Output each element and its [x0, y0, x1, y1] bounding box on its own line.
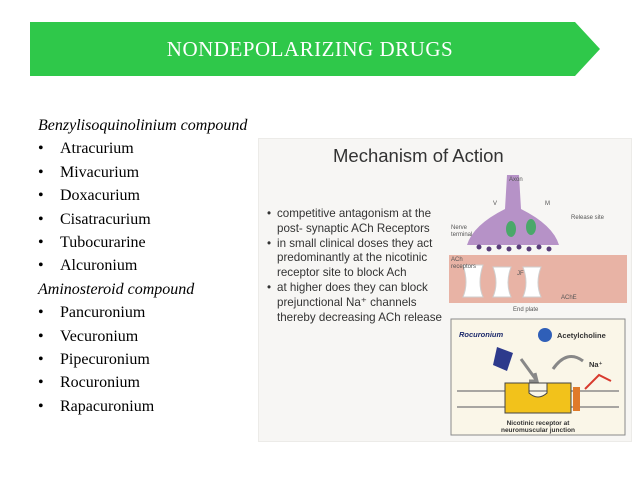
bullet-icon: •: [38, 351, 44, 369]
junctional-fold-3: [523, 267, 541, 297]
bullet-icon: •: [38, 187, 44, 205]
bullet-icon: •: [38, 374, 44, 392]
acetylcholine-label: Acetylcholine: [557, 331, 606, 340]
list-item: • Tubocurarine: [38, 231, 288, 254]
figure-title: Mechanism of Action: [333, 145, 504, 166]
vesicle-label: V: [493, 201, 498, 207]
release-site-label: Release site: [571, 215, 605, 221]
acetylcholine-icon: [538, 328, 552, 342]
synapse-panel: [449, 175, 627, 313]
receptor-caption-2: neuromuscular junction: [500, 427, 576, 434]
nerve-terminal-label-2: terminal: [451, 232, 473, 238]
list-item: • Rocuronium: [38, 371, 288, 394]
sodium-label: Na⁺: [589, 360, 603, 369]
bullet-icon: •: [38, 397, 44, 415]
list-item: • Rapacuronium: [38, 395, 288, 418]
release-site-dots: [477, 245, 552, 252]
mechanism-figure: [258, 138, 632, 442]
junctional-fold-2: [493, 267, 511, 297]
ach-receptors-label-2: receptors: [451, 264, 477, 270]
mechanism-point: • competitive antagonism at the post- synaptic ACh Receptors: [267, 207, 432, 235]
bullet-icon: •: [267, 280, 272, 294]
list-item: • Pipecuronium: [38, 348, 288, 371]
slide-title: NONDEPOLARIZING DRUGS: [166, 36, 454, 61]
ache-label: AChE: [561, 295, 577, 301]
bullet-icon: •: [267, 236, 272, 250]
vesicle: [506, 221, 516, 237]
title-banner: [30, 22, 600, 76]
mechanism-point: • in small clinical doses they act predominantly at the nicotinic receptor site to block Ach: [267, 236, 433, 280]
bullet-icon: •: [38, 140, 44, 158]
neuromuscular-junction-diagram: [449, 169, 627, 437]
list-item: • Alcuronium: [38, 254, 288, 277]
end-plate-label: End plate: [513, 307, 539, 313]
list-item: • Vecuronium: [38, 325, 288, 348]
receptor-caption: Nicotinic receptor at: [506, 420, 570, 427]
list-item: • Mivacurium: [38, 161, 288, 184]
list-item: • Pancuronium: [38, 301, 288, 324]
mitochondria-label: M: [545, 201, 550, 207]
mechanism-point: • at higher does they can block prejunctional Na⁺ channels thereby decreasing ACh release: [267, 280, 442, 324]
receptor-panel: [451, 319, 625, 435]
bullet-icon: •: [38, 257, 44, 275]
list-item: • Cisatracurium: [38, 208, 288, 231]
junctional-fold-label: JF: [517, 271, 524, 277]
group-heading-benzylisoquinolinium: Benzylisoquinolinium compound: [38, 117, 248, 134]
bullet-icon: •: [38, 304, 44, 322]
bullet-icon: •: [38, 327, 44, 345]
mechanism-points: [267, 207, 443, 325]
list-item: • Doxacurium: [38, 184, 288, 207]
ach-receptors-label: ACh: [451, 257, 463, 263]
vesicle: [526, 219, 536, 235]
sodium-channel: [573, 387, 580, 411]
rocuronium-label: Rocuronium: [459, 330, 504, 339]
list-item: • Atracurium: [38, 137, 288, 160]
bullet-icon: •: [38, 210, 44, 228]
group-heading-aminosteroid: Aminosteroid compound: [38, 280, 195, 298]
axon-label: Axon: [509, 177, 523, 183]
bullet-icon: •: [267, 207, 272, 220]
nerve-terminal-label: Nerve: [451, 225, 468, 231]
drug-list: [38, 114, 288, 418]
bullet-icon: •: [38, 234, 44, 252]
bullet-icon: •: [38, 163, 44, 181]
